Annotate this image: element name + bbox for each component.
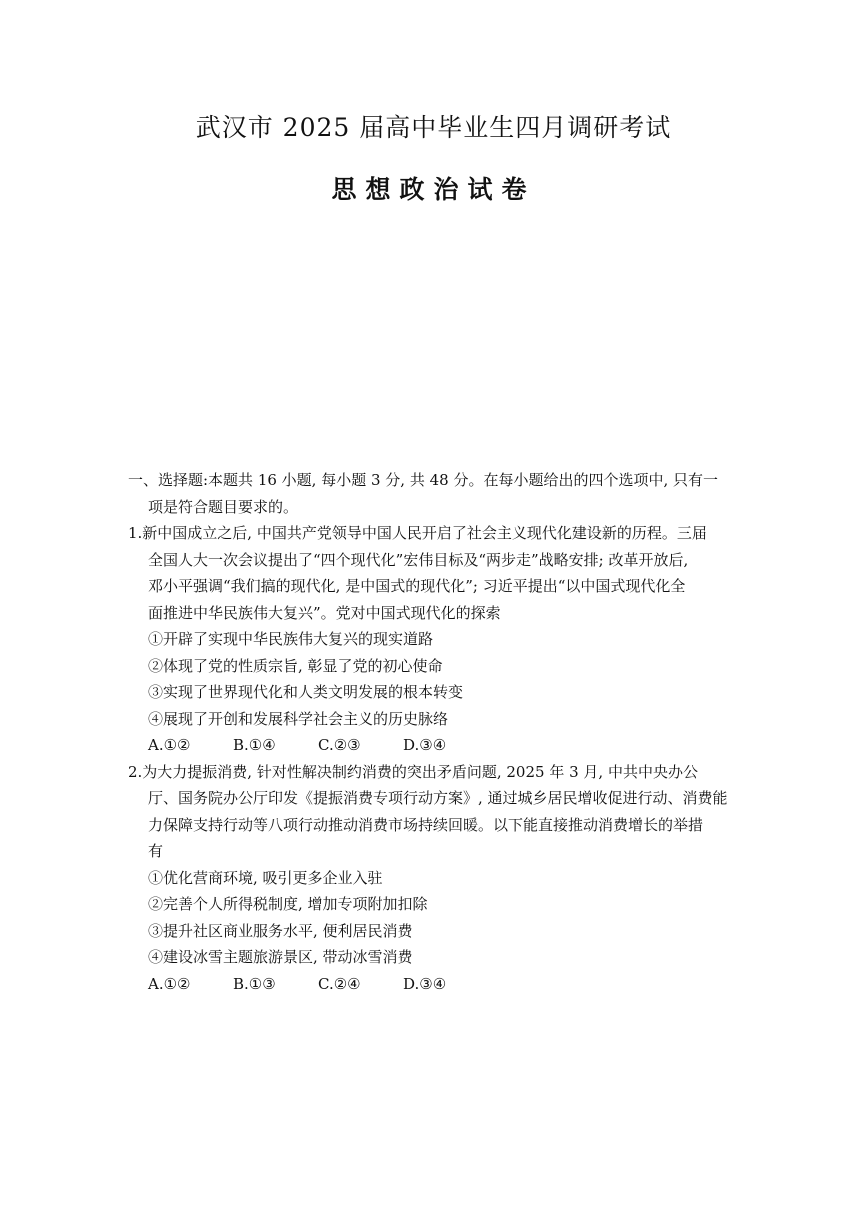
answer-choice-b: B.①④ xyxy=(233,736,276,754)
question-stem-line: 邓小平强调“我们搞的现代化, 是中国式的现代化”; 习近平提出“以中国式现代化全 xyxy=(148,577,686,595)
statement-option: ①开辟了实现中华民族伟大复兴的现实道路 xyxy=(148,630,434,648)
answer-choice-d: D.③④ xyxy=(403,974,447,993)
section-heading-line: 项是符合题目要求的。 xyxy=(148,497,299,516)
question-stem-line: 面推进中华民族伟大复兴”。党对中国式现代化的探索 xyxy=(148,603,501,622)
question-stem-line: 2.为大力提振消费, 针对性解决制约消费的突出矛盾问题, 2025 年 3 月, 中共中央办公 xyxy=(128,762,698,781)
statement-option: ②完善个人所得税制度, 增加专项附加扣除 xyxy=(148,895,428,913)
question-stem-line: 全国人大一次会议提出了“四个现代化”宏伟目标及“两步走”战略安排; 改革开放后, xyxy=(148,550,689,569)
statement-option: ④建设冰雪主题旅游景区, 带动冰雪消费 xyxy=(148,948,413,966)
answer-choices xyxy=(128,971,743,998)
answer-choice-c: C.②③ xyxy=(318,736,361,754)
statement-option: ③实现了世界现代化和人类文明发展的根本转变 xyxy=(148,683,464,701)
answer-choice-a: A.①② xyxy=(148,974,191,993)
exam-content xyxy=(128,467,743,997)
section-heading xyxy=(128,467,743,520)
question-1 xyxy=(128,520,743,759)
question-stem-line: 力保障支持行动等八项行动推动消费市场持续回暖。以下能直接推动消费增长的举措 xyxy=(148,815,704,834)
answer-choice-d: D.③④ xyxy=(403,736,447,754)
statement-option: ②体现了党的性质宗旨, 彰显了党的初心使命 xyxy=(148,656,443,675)
answer-choices xyxy=(128,732,743,759)
question-stem-line: 1.新中国成立之后, 中国共产党领导中国人民开启了社会主义现代化建设新的历程。三届 xyxy=(128,524,707,542)
exam-subject-title: 思想政治试卷 xyxy=(331,175,536,204)
answer-choice-c: C.②④ xyxy=(318,974,361,993)
statement-option: ①优化营商环境, 吸引更多企业入驻 xyxy=(148,868,383,887)
statement-option: ④展现了开创和发展科学社会主义的历史脉络 xyxy=(148,709,449,728)
question-stem-line: 厅、国务院办公厅印发《提振消费专项行动方案》, 通过城乡居民增收促进行动、消费能 xyxy=(148,789,728,807)
question-2 xyxy=(128,759,743,998)
question-stem-line: 有 xyxy=(148,842,164,860)
statement-option: ③提升社区商业服务水平, 便利居民消费 xyxy=(148,921,413,940)
answer-choice-a: A.①② xyxy=(148,736,191,754)
answer-choice-b: B.①③ xyxy=(233,974,276,993)
section-heading-line: 一、选择题:本题共 16 小题, 每小题 3 分, 共 48 分。在每小题给出的四个选项中, 只有一 xyxy=(128,471,718,489)
exam-title: 武汉市 2025 届高中毕业生四月调研考试 xyxy=(195,113,672,142)
